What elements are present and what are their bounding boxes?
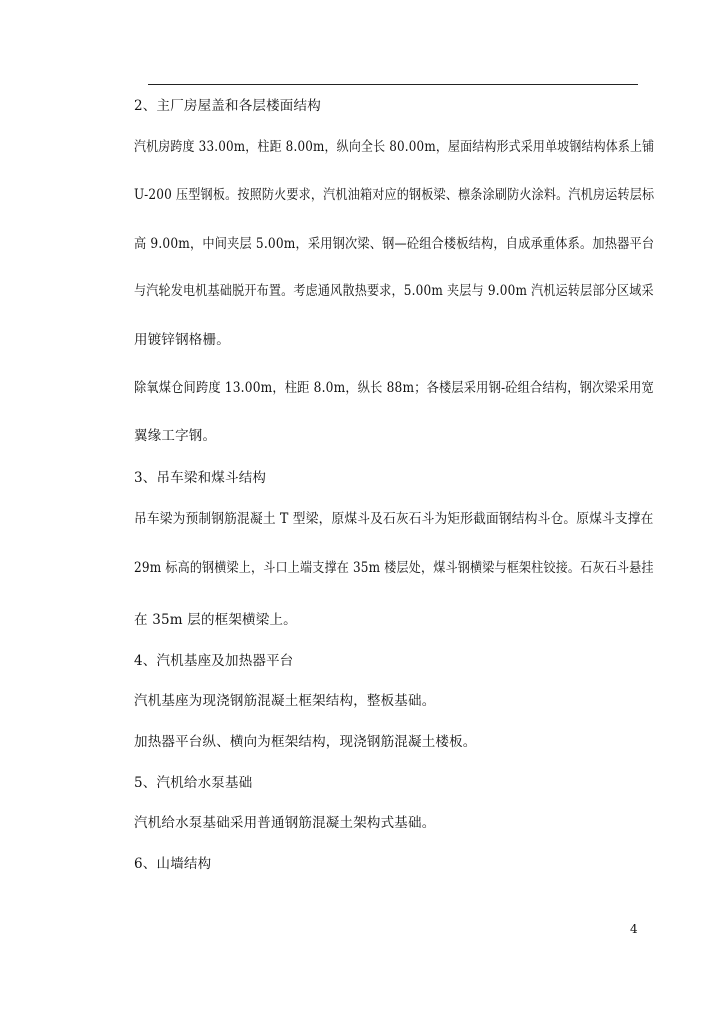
section-heading-4: 4、汽机基座及加热器平台 — [134, 653, 294, 669]
paragraph-line: 高 9.00m，中间夹层 5.00m，采用钢次梁、钢—砼组合楼板结构，自成承重体系。加热器平台 — [134, 236, 655, 252]
paragraph-line: 29m 标高的钢横梁上，斗口上端支撑在 35m 楼层处，煤斗钢横梁与框架柱铰接。石灰石斗悬挂 — [134, 560, 654, 576]
paragraph-line: 加热器平台纵、横向为框架结构，现浇钢筋混凝土楼板。 — [134, 734, 477, 750]
paragraph-line: 在 35m 层的框架横梁上。 — [134, 612, 297, 628]
paragraph-line: 吊车梁为预制钢筋混凝土 T 型梁，原煤斗及石灰石斗为矩形截面钢结构斗仓。原煤斗支撑在 — [134, 511, 654, 527]
paragraph-line: U-200 压型钢板。按照防火要求，汽机油箱对应的钢板梁、檩条涂刷防火涂料。汽机房运转层标 — [134, 187, 655, 203]
paragraph-line: 除氧煤仓间跨度 13.00m，柱距 8.0m，纵长 88m；各楼层采用钢-砼组合结构，钢次梁采用宽 — [134, 380, 654, 396]
paragraph-line: 汽机给水泵基础采用普通钢筋混凝土架构式基础。 — [134, 815, 436, 831]
section-heading-2: 2、主厂房屋盖和各层楼面结构 — [134, 98, 321, 114]
paragraph-line: 汽机房跨度 33.00m，柱距 8.00m，纵向全长 80.00m，屋面结构形式采用单坡钢结构体系上铺 — [134, 139, 655, 155]
paragraph-line: 用镀锌钢格栅。 — [134, 332, 230, 348]
paragraph-line: 与汽轮发电机基础脱开布置。考虑通风散热要求，5.00m 夹层与 9.00m 汽机运转层部分区域采 — [134, 283, 654, 299]
section-heading-6: 6、山墙结构 — [134, 856, 212, 872]
section-heading-5: 5、汽机给水泵基础 — [134, 775, 253, 791]
paragraph-line: 翼缘工字钢。 — [134, 428, 217, 444]
paragraph-line: 汽机基座为现浇钢筋混凝土框架结构，整板基础。 — [134, 693, 436, 709]
page-number: 4 — [630, 922, 638, 936]
section-heading-3: 3、吊车梁和煤斗结构 — [134, 470, 267, 486]
header-rule — [148, 84, 638, 85]
